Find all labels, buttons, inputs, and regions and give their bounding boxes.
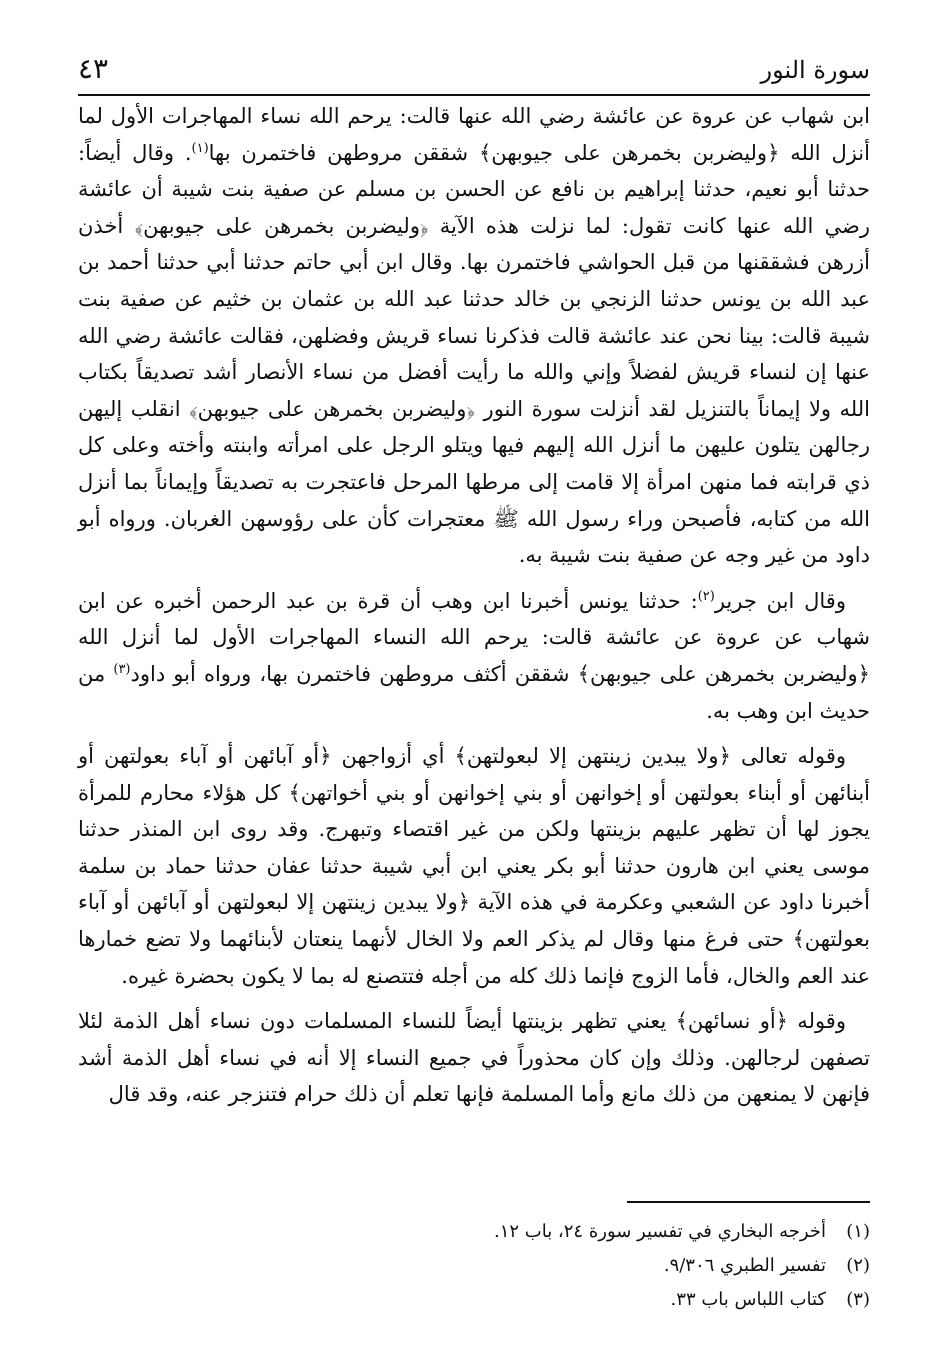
footnote-separator [627, 1201, 870, 1203]
paragraph [78, 738, 870, 994]
footnote-text: تفسير الطبري ٩/٣٠٦. [663, 1255, 826, 1276]
paragraph [78, 583, 870, 729]
paragraph-text: . وقال أيضاً: حدثنا أبو نعيم، حدثنا إبراهيم بن نافع عن الحسن بن مسلم عن صفية بنت شيبة أن عائشة رضي الله عنها كانت تقول: لما نزلت هذه الآية ﴿وليضربن بخمرهن على جيوبهن﴾ أخذن أزرهن فشققنها من قبل الحواشي فاختمرن بها. وقال ابن أبي حاتم حدثنا أبي حدثنا أحمد بن عبد الله بن يونس حدثنا الزنجي بن خالد حدثنا عبد الله بن عثمان بن خثيم عن صفية بنت شيبة قالت: بينا نحن عند عائشة قالت فذكرنا نساء قريش وفضلهن، فقالت عائشة رضي الله عنها إن لنساء قريش لفضلاً وإني والله ما رأيت أفضل من نساء الأنصار أشد تصديقاً بكتاب الله ولا إيماناً بالتنزيل لقد أنزلت سورة النور ﴿وليضربن بخمرهن على جيوبهن﴾ انقلب إليهن رجالهن يتلون عليهن ما أنزل الله إليهم فيها ويتلو الرجل على امرأته وابنته وأخته وعلى كل ذي قرابته فما منهن امرأة إلا قامت إلى مرطها المرحل فاعتجرت به تصديقاً وإيماناً بما أنزل الله من كتابه، فأصبحن وراء رسول الله ﷺ معتجرات كأن على رؤوسهن الغربان. ورواه أبو داود من غير وجه عن صفية بنت شيبة به. [78, 140, 870, 568]
footnote-number: (٢) [846, 1255, 870, 1276]
paragraph-text: من حديث ابن وهب به. [78, 661, 870, 723]
page-header [78, 50, 870, 96]
paragraph-text: وقال ابن جرير [714, 588, 846, 613]
surah-title: سورة النور [760, 56, 870, 84]
footnote-text: أخرجه البخاري في تفسير سورة ٢٤، باب ١٢. [493, 1221, 826, 1242]
footnote-number: (٣) [846, 1289, 870, 1310]
paragraph-text: وقوله ﴿أو نسائهن﴾ يعني تظهر بزينتها أيضاً للنساء المسلمات دون نساء أهل الذمة لئلا تصفهن لرجالهن. وذلك وإن كان محذوراً في جميع النساء إلا أنه في نساء أهل الذمة أشد فإنهن لا يمنعهن من ذلك مانع وأما المسلمة فإنها تعلم أن ذلك حرام فتنزجر عنه، وقد قال [78, 1009, 870, 1107]
footnote-reference: (٣) [113, 661, 131, 677]
footnotes [300, 1215, 870, 1317]
paragraph-text: : حدثنا يونس أخبرنا ابن وهب أن قرة بن عبد الرحمن أخبره عن ابن شهاب عن عروة عن عائشة قالت: يرحم الله النساء المهاجرات الأول لما أنزل الله ﴿وليضربن بخمرهن على جيوبهن﴾ شققن أكثف مروطهن فاختمرن بها، ورواه أبو داود [78, 588, 870, 686]
paragraph-text: وقوله تعالى ﴿ولا يبدين زينتهن إلا لبعولتهن﴾ أي أزواجهن ﴿أو آبائهن أو آباء بعولتهن أو أبنائهن أو أبناء بعولتهن أو إخوانهن أو بني إخوانهن أو بني أخواتهن﴾ كل هؤلاء محارم للمرأة يجوز لها أن تظهر عليهم بزينتها ولكن من غير اقتصاء وتبهرج. وقد روى ابن المنذر حدثنا موسى يعني ابن هارون حدثنا أبو بكر يعني ابن أبي شيبة حدثنا عفان حدثنا حماد بن سلمة أخبرنا داود عن الشعبي وعكرمة في هذه الآية ﴿ولا يبدين زينتهن إلا لبعولتهن أو آبائهن أو آباء بعولتهن﴾ حتى فرغ منها وقال لم يذكر العم ولا الخال لأنهما ينعتان لأبنائهما ولا تضع خمارها عند العم والخال، فأما الزوج فإنما ذلك كله من أجله فتتصنع له بما لا يكون بحضرة غيره. [78, 744, 870, 988]
footnote [300, 1283, 870, 1317]
page-number: ٤٣ [78, 52, 109, 85]
footnote-text: كتاب اللباس باب ٣٣. [670, 1289, 826, 1310]
footnote-reference: (١) [191, 140, 209, 156]
footnote [300, 1249, 870, 1283]
paragraph [78, 98, 870, 574]
footnote-reference: (٢) [697, 588, 715, 604]
main-text [78, 98, 870, 1113]
paragraph-text: ابن شهاب عن عروة عن عائشة رضي الله عنها قالت: يرحم الله نساء المهاجرات الأول لما أنزل الله ﴿وليضربن بخمرهن على جيوبهن﴾ شققن مروطهن فاختمرن بها [78, 104, 870, 165]
paragraph [78, 1003, 870, 1113]
footnote [300, 1215, 870, 1249]
footnote-number: (١) [846, 1221, 870, 1242]
